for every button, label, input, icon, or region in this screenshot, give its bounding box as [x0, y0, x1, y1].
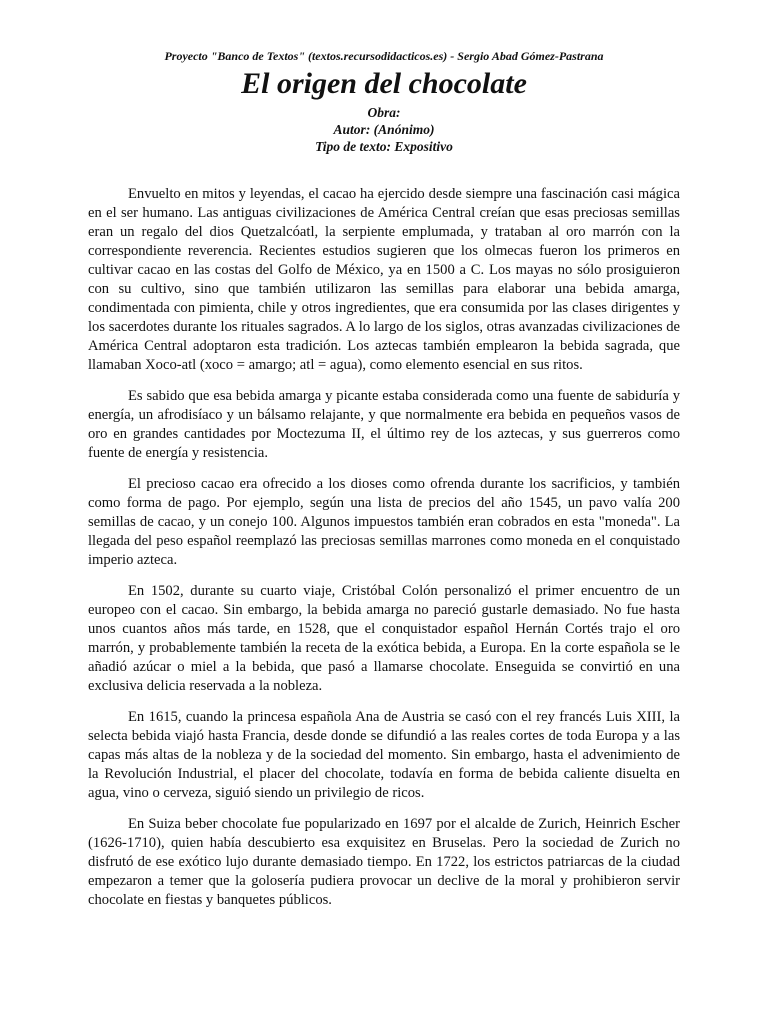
- autor-line: Autor: (Anónimo): [333, 122, 435, 137]
- paragraph-4: En 1502, durante su cuarto viaje, Cristóbal Colón personalizó el primer encuentro de un europeo con el cacao. Sin embargo, la bebida amarga no pareció gustarle demasiado. No fue hasta unos cuantos años más tarde, en 1528, que el conquistador español Hernán Cortés trajo el oro marrón, y probablemente también la receta de la exótica bebida, a Europa. En la corte española se le añadió azúcar o miel a la bebida, que pasó a llamarse chocolate. Enseguida se convirtió en una exclusiva delicia reservada a la nobleza.: [88, 583, 680, 694]
- paragraph-5: En 1615, cuando la princesa española Ana de Austria se casó con el rey francés Luis XIII, la selecta bebida viajó hasta Francia, desde donde se difundió a las reales cortes de toda Europa y a las capas más altas de la nobleza y de la sociedad del momento. Sin embargo, hasta el advenimiento de la Revolución Industrial, el placer del chocolate, todavía en forma de bebida caliente disuelta en agua, vino o cerveza, siguió siendo un privilegio de ricos.: [88, 709, 680, 801]
- paragraph-1: Envuelto en mitos y leyendas, el cacao ha ejercido desde siempre una fascinación casi mágica en el ser humano. Las antiguas civilizaciones de América Central creían que esas preciosas semillas eran un regalo del dios Quetzalcóatl, la serpiente emplumada, y trataban al oro marrón con la correspondiente reverencia. Recientes estudios sugieren que los olmecas fueron los primeros en cultivar cacao en las costas del Golfo de México, ya en 1500 a C. Los mayas no sólo prosiguieron con su cultivo, sino que también utilizaron las semillas para elaborar una bebida amarga, condimentada con pimienta, chile y otros ingredientes, que era consumida por las clases dirigentes y los sacerdotes durante los rituales sagrados. A lo largo de los siglos, otras avanzadas civilizaciones de América Central adoptaron esta tradición. Los aztecas también emplearon la bebida sagrada, que llamaban Xoco-atl (xoco = amargo; atl = agua), como elemento esencial en sus ritos.: [88, 186, 680, 373]
- document-title: El origen del chocolate: [241, 67, 527, 100]
- paragraph-3: El precioso cacao era ofrecido a los dioses como ofrenda durante los sacrificios, y también como forma de pago. Por ejemplo, según una lista de precios del año 1545, un pavo valía 200 semillas de cacao, y un conejo 100. Algunos impuestos también eran cobrados en esta "moneda". La llegada del peso español reemplazó las preciosas semillas marrones como moneda en el conquistado imperio azteca.: [88, 476, 680, 568]
- tipo-texto-line: Tipo de texto: Expositivo: [315, 139, 453, 154]
- obra-line: Obra:: [367, 105, 401, 120]
- project-header: Proyecto "Banco de Textos" (textos.recursodidacticos.es) - Sergio Abad Gómez-Pastrana: [164, 49, 604, 63]
- paragraph-2: Es sabido que esa bebida amarga y picante estaba considerada como una fuente de sabiduría y energía, un afrodisíaco y un bálsamo relajante, y que normalmente era bebida en pequeños vasos de oro en grandes cantidades por Moctezuma II, el último rey de los aztecas, y sus guerreros como fuente de energía y resistencia.: [88, 388, 680, 461]
- paragraph-6: En Suiza beber chocolate fue popularizado en 1697 por el alcalde de Zurich, Heinrich Escher (1626-1710), quien había descubierto esa exquisitez en Bruselas. Pero la sociedad de Zurich no disfrutó de ese exótico lujo durante demasiado tiempo. En 1722, los estrictos patriarcas de la ciudad empezaron a temer que la golosería pudiera provocar un declive de la moral y prohibieron servir chocolate en fiestas y banquetes públicos.: [88, 816, 680, 908]
- document-body: [88, 185, 680, 910]
- document-page: [88, 0, 680, 922]
